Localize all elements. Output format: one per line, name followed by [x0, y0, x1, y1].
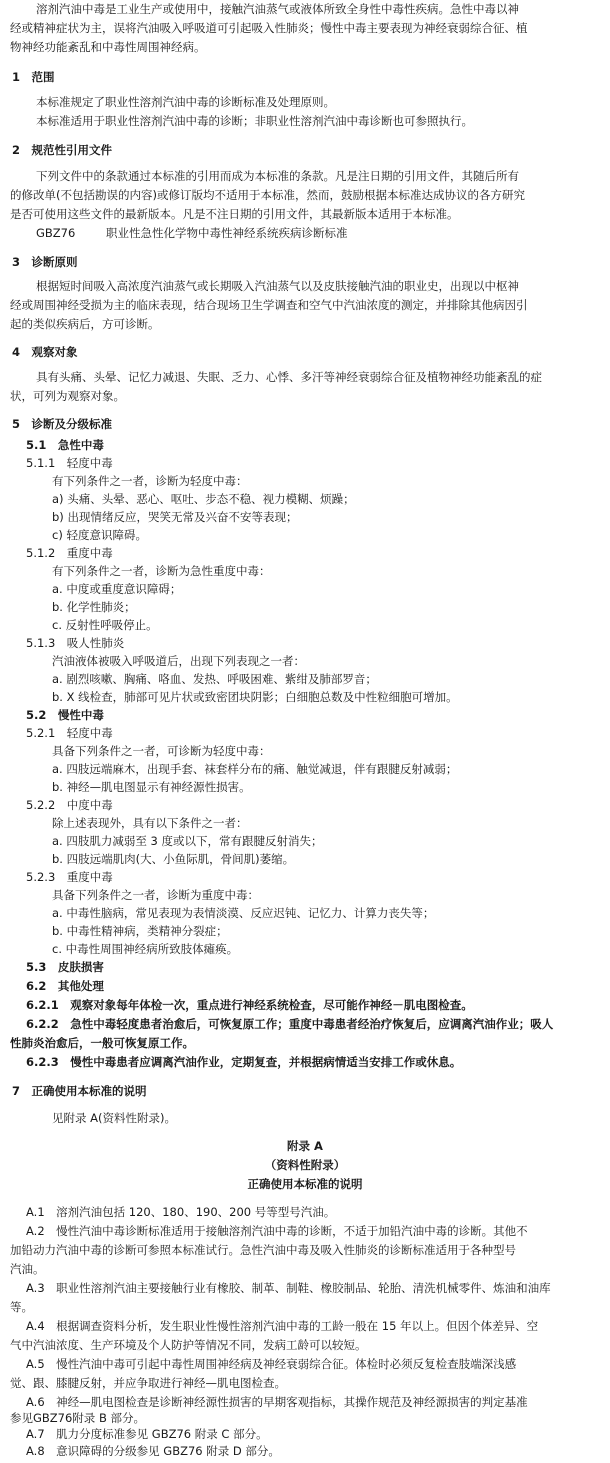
- reference-code: GBZ76: [36, 226, 76, 240]
- paragraph-line: 根据短时间吸入高浓度汽油蒸气或长期吸入汽油蒸气以及皮肤接触汽油的职业史，出现以中枢神: [36, 279, 519, 293]
- paragraph-line: 经或周围神经受损为主的临床表现，结合现场卫生学调查和空气中汽油浓度的测定，并排除其他病因引: [10, 298, 528, 312]
- section-heading: 5 诊断及分级标准: [12, 417, 113, 431]
- paragraph-line: 起的类似疾病后，方可诊断。: [10, 317, 160, 331]
- list-item: a. 剧烈咳嗽、胸痛、咯血、发热、呼吸困难、紫绀及肺部罗音；: [52, 672, 377, 686]
- appendix-line: 汽油。: [10, 1262, 45, 1276]
- intro-line: 物神经功能紊乱和中毒性周围神经病。: [10, 40, 206, 54]
- appendix-line: A.8 意识障碍的分级参见 GBZ76 附录 D 部分。: [26, 1444, 280, 1458]
- clause-title: 5.1.2 重度中毒: [26, 546, 113, 560]
- paragraph-line: 见附录 A(资料性附录)。: [52, 1111, 176, 1125]
- section-heading: 7 正确使用本标准的说明: [12, 1084, 147, 1098]
- treatment-item: 6.2.2 急性中毒轻度患者治愈后，可恢复原工作；重度中毒患者经治疗恢复后，应调离汽油作业；吸人: [26, 1017, 554, 1031]
- subsection-heading: 6.2 其他处理: [26, 979, 104, 993]
- section-heading: 4 观察对象: [12, 345, 78, 359]
- appendix-line: 觉、跟、膝腱反射，并应争取进行神经—肌电图检查。: [10, 1376, 286, 1390]
- appendix-line: A.7 肌力分度标准参见 GBZ76 附录 C 部分。: [26, 1427, 268, 1441]
- subsection-heading: 5.3 皮肤损害: [26, 960, 104, 974]
- appendix-line: A.5 慢性汽油中毒可引起中毒性周围神经病及神经衰弱综合征。体检时必须反复检查肢端深浅感: [26, 1357, 517, 1371]
- list-item: c) 轻度意识障碍。: [52, 528, 147, 542]
- clause-title: 5.1.1 轻度中毒: [26, 456, 113, 470]
- clause-lead: 具备下列条件之一者，诊断为重度中毒：: [52, 888, 259, 902]
- treatment-item: 6.2.1 观察对象每年体检一次，重点进行神经系统检查，尽可能作神经－肌电图检查。: [26, 998, 473, 1012]
- list-item: a. 四肢肌力减弱至 3 度或以下，常有跟腱反射消失；: [52, 834, 323, 848]
- clause-lead: 汽油液体被吸入呼吸道后，出现下列表现之一者：: [52, 654, 305, 668]
- section-heading: 1 范围: [12, 70, 55, 84]
- intro-line: 溶剂汽油中毒是工业生产或使用中，接触汽油蒸气或液体所致全身性中毒性疾病。急性中毒以神: [36, 2, 519, 16]
- paragraph-line: 具有头痛、头晕、记忆力减退、失眠、乏力、心悸、多汗等神经衰弱综合征及植物神经功能紊乱的症: [36, 370, 542, 384]
- list-item: c. 中毒性周围神经病所致肢体瘫痪。: [52, 942, 239, 956]
- appendix-line: A.6 神经—肌电图检查是诊断神经源性损害的早期客观指标，其操作规范及神经源损害的判定基准: [26, 1395, 528, 1409]
- clause-title: 5.2.2 中度中毒: [26, 798, 113, 812]
- appendix-line: A.4 根据调查资料分析，发生职业性慢性溶剂汽油中毒的工龄一般在 15 年以上。但因个体差异、空: [26, 1319, 539, 1333]
- list-item: b) 出现情绪反应，哭笑无常及兴奋不安等表现；: [52, 510, 298, 524]
- clause-title: 5.1.3 吸人性肺炎: [26, 636, 125, 650]
- paragraph-line: 状，可列为观察对象。: [10, 389, 125, 403]
- appendix-type: （资料性附录）: [264, 1158, 346, 1172]
- section-heading: 2 规范性引用文件: [12, 143, 113, 157]
- list-item: a. 中度或重度意识障碍；: [52, 582, 182, 596]
- clause-lead: 有下列条件之一者，诊断为急性重度中毒：: [52, 564, 271, 578]
- treatment-item: 性肺炎治愈后，一般可恢复原工作。: [10, 1036, 194, 1050]
- treatment-item: 6.2.3 慢性中毒患者应调离汽油作业，定期复查，并根据病情适当安排工作或休息。: [26, 1055, 462, 1069]
- section-heading: 3 诊断原则: [12, 255, 78, 269]
- subsection-heading: 5.2 慢性中毒: [26, 708, 104, 722]
- subsection-heading: 5.1 急性中毒: [26, 438, 104, 452]
- paragraph-line: 本标准适用于职业性溶剂汽油中毒的诊断；非职业性溶剂汽油中毒诊断也可参照执行。: [36, 114, 473, 128]
- paragraph-line: 的修改单(不包括勘误的内容)或修订版均不适用于本标准，然而，鼓励根据本标准达成协议的各方研究: [10, 188, 525, 202]
- intro-line: 经或精神症状为主，误将汽油吸入呼吸道可引起吸入性肺炎；慢性中毒主要表现为神经衰弱综合征、植: [10, 21, 528, 35]
- list-item: c. 反射性呼吸停止。: [52, 618, 158, 632]
- clause-lead: 具备下列条件之一者，可诊断为轻度中毒：: [52, 744, 271, 758]
- clause-lead: 除上述表现外，具有以下条件之一者：: [52, 816, 248, 830]
- appendix-label: 附录 A: [287, 1139, 323, 1153]
- appendix-line: 参见GBZ76附录 B 部分。: [10, 1411, 146, 1425]
- appendix-line: A.2 慢性汽油中毒诊断标准适用于接触溶剂汽油中毒的诊断，不适于加铅汽油中毒的诊断。其他不: [26, 1224, 528, 1238]
- appendix-line: 气中汽油浓度、生产环境及个人防护等情况不同，发病工龄可以较短。: [10, 1338, 367, 1352]
- list-item: b. 中毒性精神病，类精神分裂症；: [52, 924, 228, 938]
- list-item: a) 头痛、头晕、恶心、呕吐、步态不稳、视力模糊、烦躁；: [52, 492, 355, 506]
- appendix-title: 正确使用本标准的说明: [247, 1177, 363, 1191]
- list-item: b. 四肢远端肌肉(大、小鱼际肌，骨间肌)萎缩。: [52, 852, 295, 866]
- reference-title: 职业性急性化学物中毒性神经系统疾病诊断标准: [106, 226, 348, 240]
- clause-title: 5.2.3 重度中毒: [26, 870, 113, 884]
- list-item: b. X 线检查，肺部可见片状或致密团块阴影；白细胞总数及中性粒细胞可增加。: [52, 690, 458, 704]
- appendix-line: A.1 溶剂汽油包括 120、180、190、200 号等型号汽油。: [26, 1205, 336, 1219]
- clause-title: 5.2.1 轻度中毒: [26, 726, 113, 740]
- list-item: b. 化学性肺炎；: [52, 600, 136, 614]
- clause-lead: 有下列条件之一者，诊断为轻度中毒：: [52, 474, 248, 488]
- appendix-line: 加铅动力汽油中毒的诊断可参照本标准试行。急性汽油中毒及吸入性肺炎的诊断标准适用于各种型号: [10, 1243, 516, 1257]
- appendix-line: 等。: [10, 1300, 33, 1314]
- appendix-line: A.3 职业性溶剂汽油主要接触行业有橡胶、制革、制鞋、橡胶制品、轮胎、清洗机械零件、炼油和油库: [26, 1281, 551, 1295]
- paragraph-line: 本标准规定了职业性溶剂汽油中毒的诊断标准及处理原则。: [36, 95, 335, 109]
- paragraph-line: 是否可使用这些文件的最新版本。凡是不注日期的引用文件，其最新版本适用于本标准。: [10, 207, 459, 221]
- list-item: a. 四肢远端麻木，出现手套、袜套样分布的痛、触觉减退，伴有跟腱反射减弱；: [52, 762, 458, 776]
- list-item: a. 中毒性脑病，常见表现为表情淡漠、反应迟钝、记忆力、计算力丧失等；: [52, 906, 435, 920]
- list-item: b. 神经—肌电图显示有神经源性损害。: [52, 780, 251, 794]
- paragraph-line: 下列文件中的条款通过本标准的引用而成为本标准的条款。凡是注日期的引用文件，其随后所有: [36, 169, 519, 183]
